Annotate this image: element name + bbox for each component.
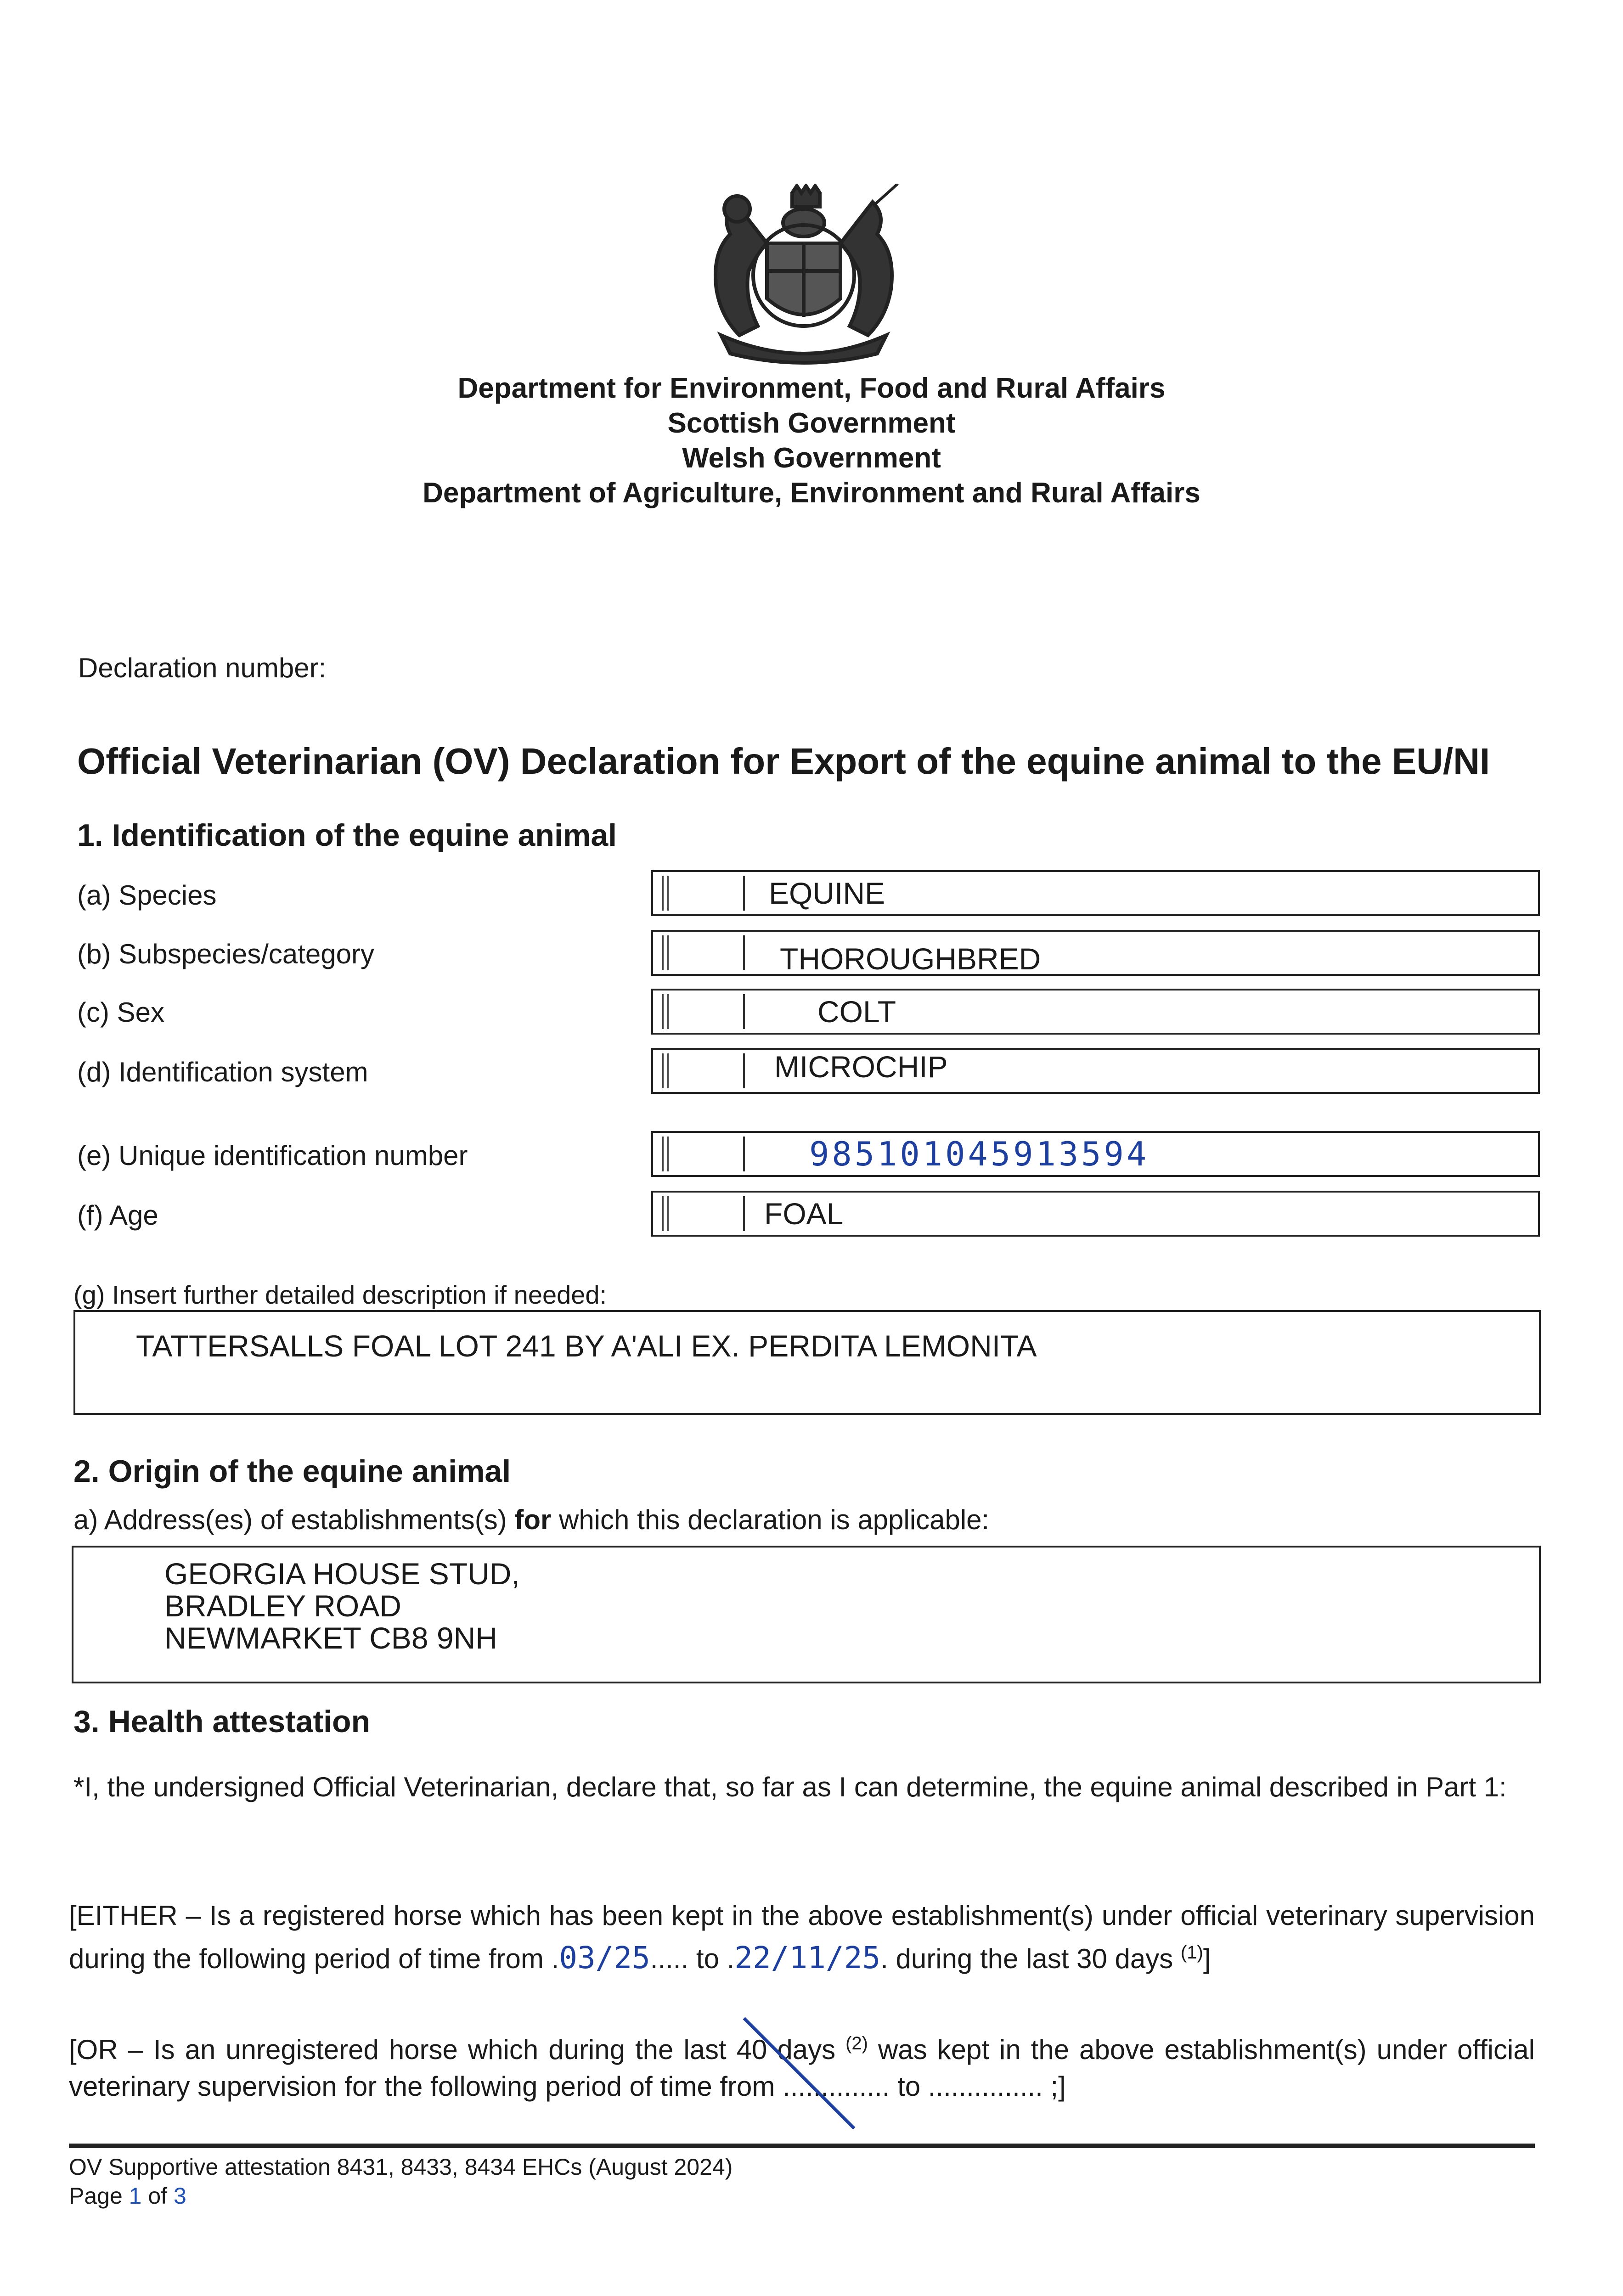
field-cell-divider	[743, 994, 745, 1029]
page-title: Official Veterinarian (OV) Declaration for Export of the equine animal to the EU/NI	[77, 741, 1490, 782]
identification-system-value: MICROCHIP	[774, 1050, 948, 1084]
address-value	[164, 1558, 520, 1654]
section-3-heading: 3. Health attestation	[73, 1704, 371, 1739]
header-line-4: Department of Agriculture, Environment and Rural Affairs	[423, 477, 1200, 509]
sex-value: COLT	[817, 995, 896, 1029]
field-cell-divider	[662, 935, 669, 970]
address-label: a) Address(es) of establishments(s) for which this declaration is applicable:	[73, 1504, 990, 1535]
section-2-heading: 2. Origin of the equine animal	[73, 1454, 511, 1489]
species-label: (a) Species	[77, 880, 217, 911]
unique-id-label: (e) Unique identification number	[77, 1140, 468, 1171]
field-cell-divider	[662, 876, 669, 911]
address-line: GEORGIA HOUSE STUD,	[164, 1557, 520, 1591]
strike-through-mark	[735, 2014, 863, 2133]
field-cell-divider	[662, 1196, 669, 1231]
field-cell-divider	[743, 1137, 745, 1171]
description-box	[73, 1310, 1541, 1415]
age-value: FOAL	[764, 1197, 844, 1231]
identification-system-field	[651, 1048, 1540, 1094]
health-intro: *I, the undersigned Official Veterinarian, declare that, so far as I can determine, the equine animal described in Part 1:	[73, 1772, 1507, 1802]
either-clause: [EITHER – Is a registered horse which has been kept in the above establishment(s) under official veterinary supervision during the following period of time from .03/25..... to .22/11/25. during the last 30 days $^{(1)}$]	[69, 1900, 1535, 1975]
either-to-date: 22/11/25	[734, 1940, 881, 1975]
header-line-2: Scottish Government	[667, 407, 956, 439]
field-cell-divider	[743, 876, 745, 911]
species-value: EQUINE	[769, 876, 885, 910]
header-line-1: Department for Environment, Food and Rural Affairs	[457, 372, 1166, 404]
identification-system-label: (d) Identification system	[77, 1057, 368, 1087]
page-number: Page 1 of 3	[69, 2183, 186, 2209]
description-value: TATTERSALLS FOAL LOT 241 BY A'ALI EX. PERDITA LEMONITA	[136, 1329, 1037, 1363]
field-cell-divider	[743, 935, 745, 970]
subspecies-field	[651, 930, 1540, 976]
subspecies-label: (b) Subspecies/category	[77, 939, 374, 969]
age-label: (f) Age	[77, 1200, 158, 1231]
field-cell-divider	[743, 1196, 745, 1231]
sex-field	[651, 989, 1540, 1035]
species-field	[651, 870, 1540, 916]
address-box	[72, 1546, 1541, 1683]
header-line-3: Welsh Government	[682, 442, 941, 474]
subspecies-value: THOROUGHBRED	[780, 942, 1041, 976]
footer-attestation: OV Supportive attestation 8431, 8433, 8434 EHCs (August 2024)	[69, 2154, 733, 2180]
footer-rule	[69, 2144, 1535, 2148]
unique-id-value: 985101045913594	[809, 1135, 1150, 1173]
description-label: (g) Insert further detailed description if needed:	[73, 1280, 607, 1309]
address-line: NEWMARKET CB8 9NH	[164, 1621, 497, 1655]
declaration-number-label: Declaration number:	[78, 653, 327, 683]
section-1-heading: 1. Identification of the equine animal	[77, 818, 617, 853]
address-line: BRADLEY ROAD	[164, 1589, 401, 1623]
royal-coat-of-arms-icon	[693, 184, 914, 367]
field-cell-divider	[662, 994, 669, 1029]
unique-id-field	[651, 1131, 1540, 1177]
field-cell-divider	[662, 1053, 669, 1088]
sex-label: (c) Sex	[77, 997, 165, 1028]
either-from-date: 03/25	[559, 1940, 650, 1975]
age-field	[651, 1191, 1540, 1237]
field-cell-divider	[662, 1137, 669, 1171]
field-cell-divider	[743, 1053, 745, 1088]
or-clause: [OR – Is an unregistered horse which during the last 40 days $^{(2)}$ was kept in the above establishment(s) under official veterinary supervision for the following period of time from .............. to ............... ;]	[69, 2033, 1535, 2102]
